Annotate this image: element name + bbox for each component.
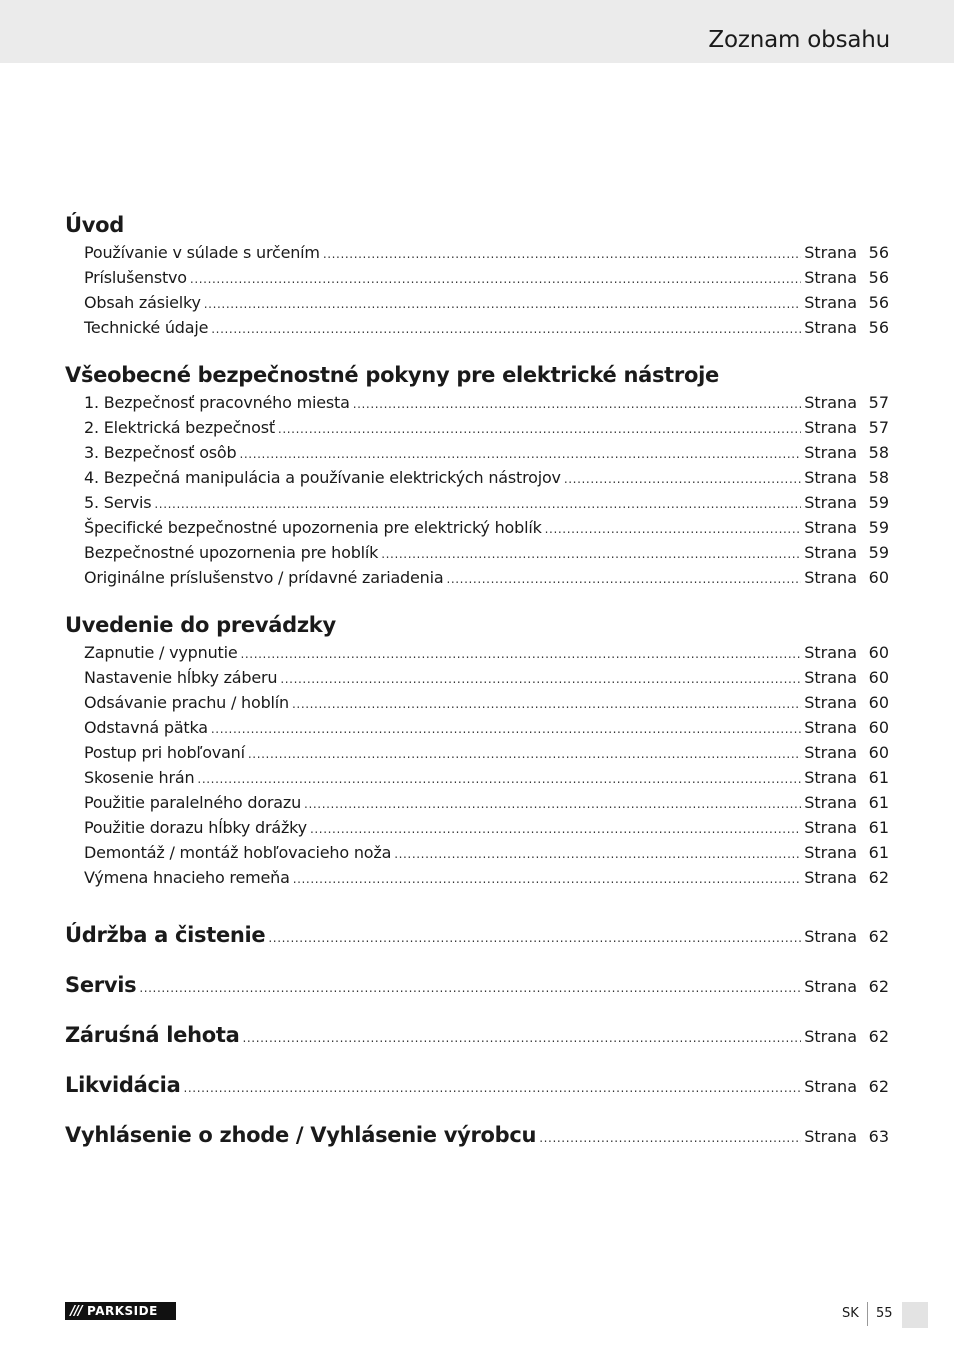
dot-leader — [310, 817, 801, 842]
toc-entry-label: 5. Servis — [84, 493, 152, 512]
page-reference — [804, 1062, 889, 1112]
toc-entry-label: Výmena hnacieho remeňa — [84, 868, 290, 887]
section-heading: Uvedenie do prevádzky — [65, 613, 336, 637]
page-number: 62 — [868, 1077, 889, 1096]
page-reference — [804, 640, 889, 665]
page-number: 60 — [868, 568, 889, 587]
dot-leader — [240, 642, 801, 667]
toc-entry-label: Zapnutie / vypnutie — [84, 643, 238, 662]
page-word: Strana — [804, 743, 857, 762]
page-reference — [804, 715, 889, 740]
dot-leader — [211, 717, 801, 742]
dot-leader — [539, 1113, 801, 1163]
dot-leader — [292, 692, 801, 717]
dot-leader — [190, 267, 801, 292]
dot-leader — [278, 417, 801, 442]
dot-leader — [564, 467, 801, 492]
toc-top-entry[interactable] — [65, 910, 889, 960]
toc-entry[interactable] — [65, 540, 889, 565]
dot-leader — [293, 867, 802, 892]
page-reference — [804, 290, 889, 315]
page-number: 60 — [868, 643, 889, 662]
toc-top-entry-label: Likvidácia — [65, 1073, 181, 1097]
toc-entry[interactable] — [65, 315, 889, 340]
toc-entry-label: 2. Elektrická bezpečnosť — [84, 418, 275, 437]
toc-entry-label: Špecifické bezpečnostné upozornenia pre elektrický hoblík — [84, 518, 542, 537]
toc-top-entry-label: Záruśná lehota — [65, 1023, 240, 1047]
page-number: 61 — [868, 843, 889, 862]
toc-top-entry[interactable] — [65, 960, 889, 1010]
page-word: Strana — [804, 293, 857, 312]
toc-entry[interactable] — [65, 665, 889, 690]
dot-leader — [545, 517, 802, 542]
page-reference — [804, 1112, 889, 1162]
page-number: 56 — [868, 243, 889, 262]
page-reference — [804, 440, 889, 465]
dot-leader — [394, 842, 801, 867]
page-word: Strana — [804, 1127, 857, 1146]
toc-entry-label: Skosenie hrán — [84, 768, 195, 787]
toc-entry-label: Odstavná pätka — [84, 718, 208, 737]
page-reference — [804, 265, 889, 290]
page-word: Strana — [804, 268, 857, 287]
page-reference — [804, 962, 889, 1012]
section-heading: Úvod — [65, 213, 125, 237]
page-number: 60 — [868, 743, 889, 762]
page-word: Strana — [804, 1077, 857, 1096]
page-reference — [804, 540, 889, 565]
toc-entry[interactable] — [65, 265, 889, 290]
toc-entry[interactable] — [65, 240, 889, 265]
toc-entry[interactable] — [65, 490, 889, 515]
dot-leader — [304, 792, 801, 817]
footer-language: SK — [842, 1306, 859, 1321]
page-number: 58 — [868, 468, 889, 487]
page-reference — [804, 690, 889, 715]
page-reference — [804, 390, 889, 415]
toc-section — [65, 210, 889, 340]
toc-entry-label: Bezpečnostné upozornenia pre hoblík — [84, 543, 379, 562]
toc-entry[interactable] — [65, 790, 889, 815]
page-number: 59 — [868, 493, 889, 512]
dot-leader — [211, 317, 801, 342]
dot-leader — [183, 1063, 801, 1113]
page-reference — [804, 840, 889, 865]
toc-entry[interactable] — [65, 640, 889, 665]
page-reference — [804, 565, 889, 590]
toc-entry-label: 4. Bezpečná manipulácia a používanie elektrických nástrojov — [84, 468, 561, 487]
dot-leader — [353, 392, 802, 417]
toc-entry-label: Originálne príslušenstvo / prídavné zariadenia — [84, 568, 444, 587]
page-word: Strana — [804, 843, 857, 862]
toc-sections — [65, 210, 889, 890]
page-number: 60 — [868, 718, 889, 737]
dot-leader — [154, 492, 801, 517]
toc-entry[interactable] — [65, 765, 889, 790]
page-number: 61 — [868, 768, 889, 787]
toc-entry-label: Technické údaje — [84, 318, 209, 337]
page-word: Strana — [804, 768, 857, 787]
page-word: Strana — [804, 318, 857, 337]
page-word: Strana — [804, 243, 857, 262]
page-reference — [804, 790, 889, 815]
page-number: 61 — [868, 818, 889, 837]
toc-entry-label: Nastavenie hĺbky záberu — [84, 668, 278, 687]
toc-entry[interactable] — [65, 840, 889, 865]
page-word: Strana — [804, 568, 857, 587]
dot-leader — [242, 1013, 801, 1063]
toc-top-entry-label: Údržba a čistenie — [65, 923, 266, 947]
page-title: Zoznam obsahu — [708, 27, 890, 53]
toc-entry[interactable] — [65, 465, 889, 490]
toc-entry[interactable] — [65, 690, 889, 715]
toc-entry[interactable] — [65, 440, 889, 465]
page-number: 62 — [868, 977, 889, 996]
page-number: 63 — [868, 1127, 889, 1146]
toc-top-entry-label: Servis — [65, 973, 137, 997]
page-word: Strana — [804, 668, 857, 687]
page-number: 62 — [868, 868, 889, 887]
page-word: Strana — [804, 818, 857, 837]
page-number: 59 — [868, 543, 889, 562]
toc-entry-label: Použitie dorazu hĺbky drážky — [84, 818, 307, 837]
toc-entry[interactable] — [65, 740, 889, 765]
dot-leader — [204, 292, 801, 317]
page-word: Strana — [804, 493, 857, 512]
page-number: 56 — [868, 293, 889, 312]
page-reference — [804, 865, 889, 890]
page-number: 57 — [868, 393, 889, 412]
toc-entry[interactable] — [65, 865, 889, 890]
dot-leader — [323, 242, 801, 267]
parkside-logo — [65, 1302, 176, 1320]
page-word: Strana — [804, 418, 857, 437]
footer-divider — [867, 1302, 868, 1326]
table-of-contents — [65, 210, 889, 1160]
toc-entry-label: Použitie paralelného dorazu — [84, 793, 302, 812]
page-number: 61 — [868, 793, 889, 812]
page-word: Strana — [804, 718, 857, 737]
logo-brand: PARKSIDE — [87, 1304, 158, 1318]
toc-entry[interactable] — [65, 290, 889, 315]
page-number: 62 — [868, 927, 889, 946]
toc-entry[interactable] — [65, 715, 889, 740]
toc-entry-label: Demontáž / montáž hobľovacieho noža — [84, 843, 392, 862]
toc-section — [65, 360, 889, 590]
toc-entry[interactable] — [65, 565, 889, 590]
dot-leader — [197, 767, 801, 792]
toc-entry-label: Obsah zásielky — [84, 293, 201, 312]
dot-leader — [239, 442, 801, 467]
page-number: 60 — [868, 668, 889, 687]
page-word: Strana — [804, 443, 857, 462]
toc-entry[interactable] — [65, 815, 889, 840]
page-word: Strana — [804, 927, 857, 946]
page-number: 58 — [868, 443, 889, 462]
toc-top-entries — [65, 910, 889, 1160]
page-word: Strana — [804, 393, 857, 412]
page-number: 56 — [868, 268, 889, 287]
toc-entry-label: Postup pri hobľovaní — [84, 743, 245, 762]
page-word: Strana — [804, 643, 857, 662]
page-reference — [804, 765, 889, 790]
toc-top-entry[interactable] — [65, 1010, 889, 1060]
logo-slashes: /// — [70, 1303, 82, 1319]
page-word: Strana — [804, 977, 857, 996]
page-number: 62 — [868, 1027, 889, 1046]
page-word: Strana — [804, 518, 857, 537]
toc-entry[interactable] — [65, 515, 889, 540]
dot-leader — [139, 963, 801, 1013]
page-word: Strana — [804, 543, 857, 562]
toc-entry-label: Príslušenstvo — [84, 268, 187, 287]
toc-entry-label: Odsávanie prachu / hoblín — [84, 693, 289, 712]
dot-leader — [446, 567, 801, 592]
section-heading: Všeobecné bezpečnostné pokyny pre elektrické nástroje — [65, 363, 719, 387]
toc-top-entry[interactable] — [65, 1110, 889, 1160]
page-reference — [804, 1012, 889, 1062]
page-word: Strana — [804, 693, 857, 712]
page-reference — [804, 315, 889, 340]
page-reference — [804, 515, 889, 540]
footer-page-number: 55 — [876, 1306, 893, 1321]
page-word: Strana — [804, 793, 857, 812]
page-word: Strana — [804, 868, 857, 887]
toc-entry[interactable] — [65, 415, 889, 440]
toc-top-entry[interactable] — [65, 1060, 889, 1110]
page-number: 59 — [868, 518, 889, 537]
footer-tab-box — [902, 1302, 928, 1328]
toc-entry-label: 1. Bezpečnosť pracovného miesta — [84, 393, 350, 412]
page-reference — [804, 240, 889, 265]
header-band — [0, 0, 954, 63]
page-reference — [804, 465, 889, 490]
page-number: 56 — [868, 318, 889, 337]
dot-leader — [280, 667, 801, 692]
page-reference — [804, 415, 889, 440]
page-word: Strana — [804, 1027, 857, 1046]
dot-leader — [268, 913, 801, 963]
toc-entry-label: 3. Bezpečnosť osôb — [84, 443, 237, 462]
page-reference — [804, 912, 889, 962]
page-reference — [804, 740, 889, 765]
page-number: 60 — [868, 693, 889, 712]
page-word: Strana — [804, 468, 857, 487]
page-number: 57 — [868, 418, 889, 437]
dot-leader — [248, 742, 801, 767]
toc-section — [65, 610, 889, 890]
toc-top-entry-label: Vyhlásenie o zhode / Vyhlásenie výrobcu — [65, 1123, 537, 1147]
toc-entry[interactable] — [65, 390, 889, 415]
toc-entry-label: Používanie v súlade s určením — [84, 243, 320, 262]
page-reference — [804, 490, 889, 515]
page-reference — [804, 665, 889, 690]
page-reference — [804, 815, 889, 840]
dot-leader — [381, 542, 801, 567]
